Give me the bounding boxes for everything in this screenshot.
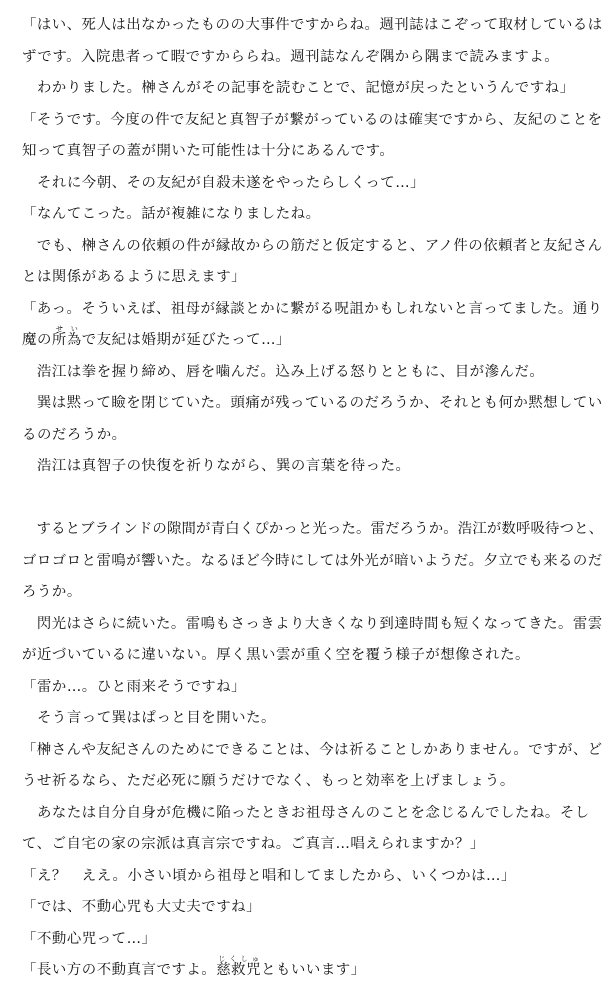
text-segment: 知って真智子の蓋が開いた可能性は十分にあるんです。 <box>22 143 395 159</box>
text-line <box>22 262 595 294</box>
ruby-word <box>51 325 82 348</box>
text-line <box>22 703 595 735</box>
text-line <box>22 546 603 578</box>
ruby-reading: じくしゅ <box>216 955 262 963</box>
text-segment: 「不動心咒って…」 <box>22 930 157 947</box>
text-segment: るのだろうか。 <box>22 426 127 443</box>
text-line <box>22 294 603 326</box>
text-segment: で友紀は婚期が延びたって…」 <box>81 332 291 348</box>
blank-line <box>22 483 595 515</box>
text-line <box>22 861 595 893</box>
text-line <box>22 640 595 672</box>
ruby-reading: せい <box>51 325 82 333</box>
text-segment: ずです。入院患者って暇ですかららね。週刊誌なんぞ隅から隅まで読みますよ。 <box>22 48 560 65</box>
text-line <box>22 798 595 830</box>
text-segment: 浩江は真智子の快復を祈りながら、巽の言葉を待った。 <box>22 458 411 474</box>
ruby-word <box>216 955 262 978</box>
text-segment: わかりました。榊さんがその記事を読むことで、記憶が戻ったというんですね」 <box>22 80 575 96</box>
text-segment: 「え？ ええ。小さい頃から祖母と唱和してましたから、いくつかは…」 <box>22 867 516 884</box>
text-segment: 閃光はさらに続いた。雷鳴もさっきより大きくなり到達時間も短くなってきた。雷雲 <box>22 615 603 632</box>
text-segment: 浩江は拳を握り締め、唇を噛んだ。込み上げる怒りとともに、目が滲んだ。 <box>22 363 545 380</box>
text-line <box>22 168 595 200</box>
text-segment: ゴロゴロと雷鳴が響いた。なるほど今時にしては外光が暗いようだ。夕立でも来るのだ <box>22 552 603 569</box>
text-line <box>22 451 595 483</box>
text-line <box>22 420 595 452</box>
text-segment: 「あっ。そういえば、祖母が縁談とかに繋がる呪詛かもしれないと言ってました。通り <box>22 300 603 317</box>
text-line <box>22 105 603 137</box>
text-line <box>22 766 595 798</box>
text-segment: するとブラインドの隙間が青白くぴかっと光った。雷だろうか。浩江が数呼吸待つと、 <box>22 521 604 537</box>
text-line <box>22 924 595 956</box>
text-segment: 巽は黙って瞼を閉じていた。頭痛が残っているのだろうか、それとも何か黙想してい <box>22 395 603 411</box>
text-line <box>22 672 595 704</box>
text-segment: それに今朝、その友紀が自殺未遂をやったらしくって…」 <box>22 174 426 191</box>
ruby-base: 慈救咒 <box>216 962 262 978</box>
text-line <box>22 357 595 389</box>
text-segment: でも、榊さんの依頼の件が縁故からの筋だと仮定すると、アノ件の依頼者と友紀さん <box>22 237 603 254</box>
text-line <box>22 609 603 641</box>
text-line <box>22 892 595 924</box>
text-line <box>22 735 603 767</box>
text-segment: て、ご自宅の家の宗派は真言宗ですね。ご真言…唱えられますか？」 <box>22 836 485 852</box>
text-segment: うせ祈るなら、ただ必死に願うだけでなく、もっと効率を上げましょう。 <box>22 773 515 789</box>
text-line <box>22 829 595 861</box>
text-line <box>22 10 603 42</box>
text-segment: 「そうです。今度の件で友紀と真智子が繋がっているのは確実ですから、友紀のことを <box>22 111 603 128</box>
text-line <box>22 73 595 105</box>
text-segment: 「なんてこった。話が複雑になりましたね。 <box>22 206 321 222</box>
text-segment: 「はい、死人は出なかったものの大事件ですからね。週刊誌はこぞって取材しているは <box>22 17 603 33</box>
ruby-base: 所為 <box>51 332 82 348</box>
text-line <box>22 514 604 546</box>
text-segment: 「榊さんや友紀さんのためにできることは、今は祈ることしかありません。ですが、ど <box>22 741 603 758</box>
text-line <box>22 577 595 609</box>
text-segment: あなたは自分自身が危機に陥ったときお祖母さんのことを念じるんでしたね。そし <box>22 804 590 821</box>
text-segment: とは関係があるように思えます」 <box>22 269 247 285</box>
text-line <box>22 388 603 420</box>
text-segment: 魔の <box>22 332 52 348</box>
text-segment: ろうか。 <box>22 584 82 600</box>
text-segment: が近づいているに違いない。厚く黒い雲が重く空を覆う様子が想像された。 <box>22 647 530 663</box>
text-segment: ともいいます」 <box>261 962 366 978</box>
text-line <box>22 42 595 74</box>
text-line <box>22 325 595 357</box>
text-line <box>22 199 595 231</box>
text-segment: そう言って巽はぱっと目を開いた。 <box>22 710 276 726</box>
text-segment: 「では、不動心咒も大丈夫ですね」 <box>22 899 262 915</box>
text-segment: 「長い方の不動真言ですよ。 <box>22 962 217 978</box>
text-line <box>22 231 603 263</box>
text-line <box>22 136 595 168</box>
text-segment: 「雷か…。ひと雨来そうですね」 <box>22 678 247 695</box>
